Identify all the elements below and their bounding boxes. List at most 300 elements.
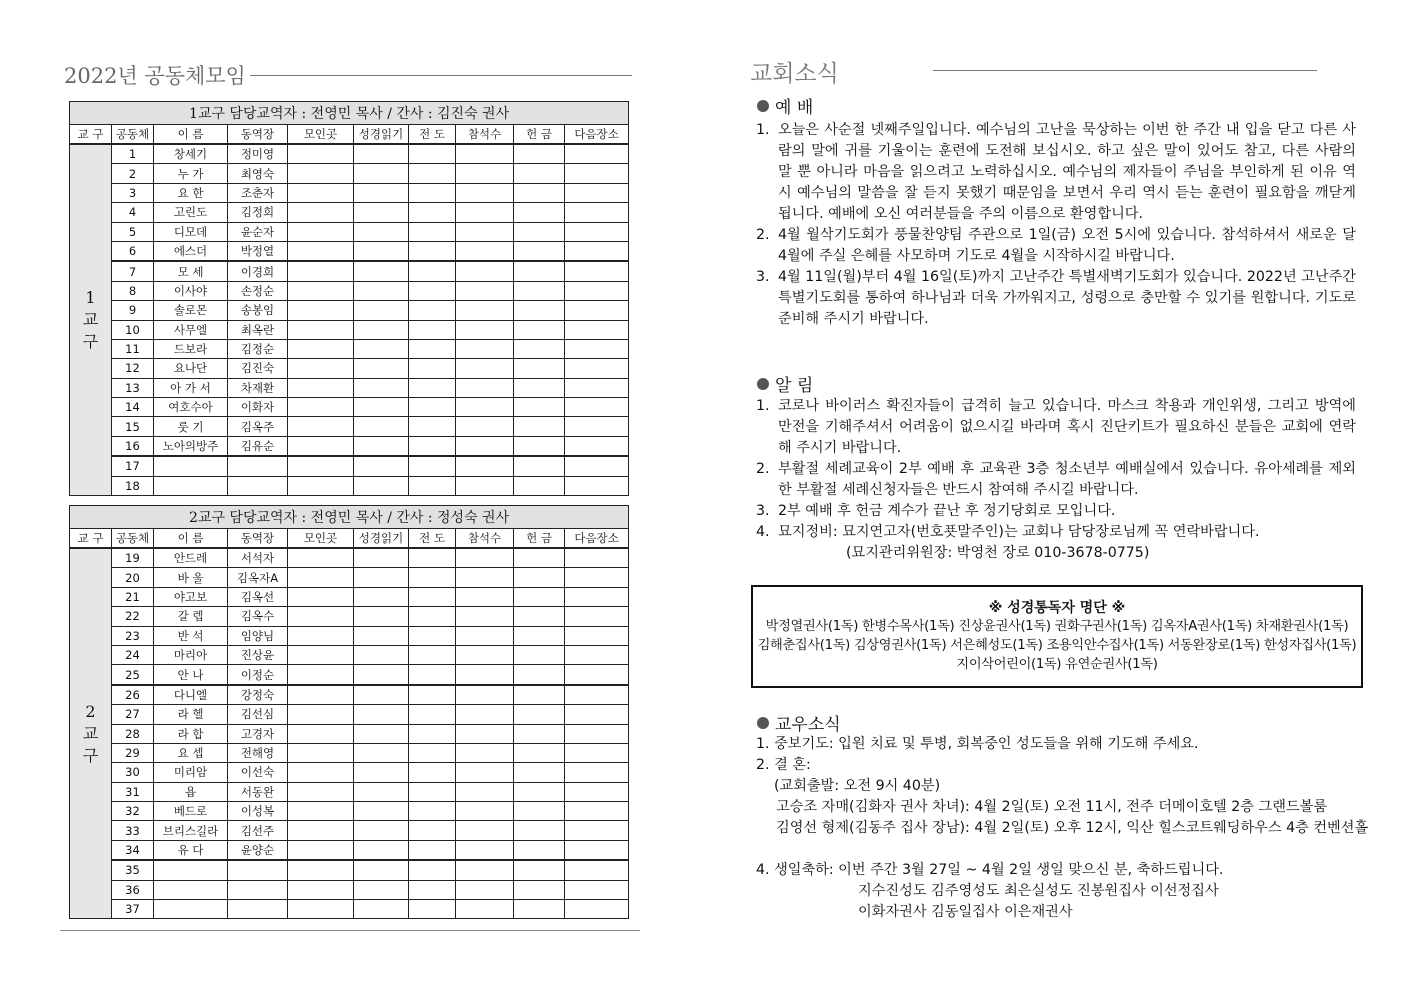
blank-cell (514, 587, 565, 606)
blank-cell (354, 900, 409, 919)
group-number: 1 (112, 144, 154, 164)
list-item: 1. 코로나 바이러스 확진자들이 급격히 늘고 있습니다. 마스크 착용과 개인위생, 그리고 방역에 만전을 기해주셔서 어려움이 없으시길 바라며 혹시 진단키트가 필요하신 분들은 교회에 연락해 주시기 바랍니다. (756, 398, 1356, 456)
table-row (70, 685, 629, 705)
table-row (70, 782, 629, 801)
title-divider (933, 70, 1317, 71)
blank-cell (456, 743, 514, 762)
blank-cell (565, 456, 629, 476)
group-name: 라 합 (154, 724, 228, 743)
blank-cell (409, 705, 456, 724)
blank-cell (288, 900, 354, 919)
blank-cell (565, 743, 629, 762)
group-number: 15 (112, 417, 154, 436)
blank-cell (288, 763, 354, 782)
group-leader: 서동완 (228, 782, 288, 801)
table-row (70, 840, 629, 860)
group-name: 라 헬 (154, 705, 228, 724)
blank-cell (514, 301, 565, 320)
group-name (154, 476, 228, 495)
wedding-line: 김영선 형제(김동주 집사 장남): 4월 2일(토) 오후 12시, 익산 힐스코트웨딩하우스 4층 컨벤션홀 (776, 820, 1369, 836)
group-number: 14 (112, 398, 154, 417)
group-leader (228, 880, 288, 899)
blank-cell (288, 398, 354, 417)
blank-cell (288, 802, 354, 821)
column-header: 참석수 (456, 529, 514, 549)
column-header: 이 름 (154, 125, 228, 145)
group-number: 30 (112, 763, 154, 782)
notice-heading: 알 림 (757, 371, 813, 396)
blank-cell (514, 164, 565, 183)
table-row (70, 821, 629, 840)
blank-cell (456, 222, 514, 241)
bible-reader-box (751, 585, 1363, 688)
blank-cell (456, 724, 514, 743)
group-number: 22 (112, 607, 154, 626)
group-leader (228, 476, 288, 495)
table-row (70, 301, 629, 320)
column-header: 전 도 (409, 125, 456, 145)
blank-cell (354, 203, 409, 222)
blank-cell (354, 880, 409, 899)
blank-cell (456, 548, 514, 568)
cemetery-contact: (묘지관리위원장: 박영천 장로 010-3678-0775) (846, 545, 1150, 561)
blank-cell (288, 456, 354, 476)
blank-cell (409, 626, 456, 645)
blank-cell (565, 607, 629, 626)
group-leader: 송봉임 (228, 301, 288, 320)
blank-cell (565, 840, 629, 860)
blank-cell (456, 164, 514, 183)
blank-cell (565, 860, 629, 880)
blank-cell (288, 685, 354, 705)
blank-cell (514, 320, 565, 339)
blank-cell (456, 339, 514, 358)
bottom-divider (60, 930, 640, 931)
blank-cell (565, 476, 629, 495)
group-name: 브리스길라 (154, 821, 228, 840)
group-leader: 김옥자A (228, 568, 288, 587)
blank-cell (514, 144, 565, 164)
table-row (70, 436, 629, 456)
group-leader: 김선심 (228, 705, 288, 724)
blank-cell (565, 164, 629, 183)
blank-cell (514, 705, 565, 724)
blank-cell (456, 456, 514, 476)
worship-list (756, 120, 1356, 330)
blank-cell (288, 548, 354, 568)
blank-cell (456, 203, 514, 222)
birthday-line: 지수진성도 김주영성도 최은실성도 진봉원집사 이선정집사 (858, 883, 1219, 899)
blank-cell (409, 359, 456, 378)
table-row (70, 456, 629, 476)
blank-cell (409, 743, 456, 762)
group-number: 35 (112, 860, 154, 880)
blank-cell (456, 821, 514, 840)
table-row (70, 645, 629, 664)
group-number: 29 (112, 743, 154, 762)
table-row (70, 724, 629, 743)
blank-cell (514, 359, 565, 378)
column-header: 교 구 (70, 125, 112, 145)
table-row (70, 164, 629, 183)
blank-cell (354, 782, 409, 801)
blank-cell (456, 802, 514, 821)
blank-cell (409, 548, 456, 568)
blank-cell (288, 821, 354, 840)
group-number: 17 (112, 456, 154, 476)
bullet-icon (757, 100, 769, 112)
blank-cell (456, 417, 514, 436)
blank-cell (565, 359, 629, 378)
group-name: 이사야 (154, 281, 228, 300)
blank-cell (565, 548, 629, 568)
blank-cell (409, 378, 456, 397)
blank-cell (456, 607, 514, 626)
blank-cell (514, 548, 565, 568)
blank-cell (565, 261, 629, 281)
group-name: 아 가 서 (154, 378, 228, 397)
table-row (70, 339, 629, 358)
bible-reader-line: 김해춘집사(1독) 김상영권사(1독) 서은혜성도(1독) 조용익안수집사(1독) 서동완장로(1독) 한성자집사(1독) (757, 638, 1357, 653)
blank-cell (456, 568, 514, 587)
blank-cell (288, 301, 354, 320)
blank-cell (409, 261, 456, 281)
table-row (70, 222, 629, 241)
group-number: 34 (112, 840, 154, 860)
column-header: 공동체 (112, 529, 154, 549)
blank-cell (514, 763, 565, 782)
group-number: 12 (112, 359, 154, 378)
blank-cell (354, 568, 409, 587)
group-leader: 김유순 (228, 436, 288, 456)
column-header: 동역장 (228, 529, 288, 549)
list-item: 3. 2부 예배 후 헌금 계수가 끝난 후 정기당회로 모입니다. (756, 503, 1116, 519)
group-number: 9 (112, 301, 154, 320)
blank-cell (565, 724, 629, 743)
blank-cell (456, 900, 514, 919)
group-name: 욥 (154, 782, 228, 801)
group-number: 26 (112, 685, 154, 705)
group-number: 31 (112, 782, 154, 801)
blank-cell (565, 568, 629, 587)
members-heading: 교우소식 (757, 710, 841, 735)
blank-cell (354, 456, 409, 476)
group-number: 10 (112, 320, 154, 339)
blank-cell (409, 144, 456, 164)
list-item: 1. 오늘은 사순절 넷째주일입니다. 예수님의 고난을 묵상하는 이번 한 주간 내 입을 닫고 다른 사람의 말에 귀를 기울이는 훈련에 도전해 보십시오. 하고 싶은 말이 있어도 참고, 다른 사람의 말 뿐 아니라 마음을 읽으려고 노력하십시오. 예수님의 제자들이 주님을 부인하게 된 이유 역시 예수님의 말씀을 잘 듣지 못했기 때문임을 보면서 우리 역시 듣는 훈련이 필요함을 깨닫게 됩니다. 예배에 오신 여러분들을 주의 이름으로 환영합니다. (756, 122, 1356, 222)
blank-cell (456, 645, 514, 664)
list-item: 4. 묘지정비: 묘지연고자(번호푯말주인)는 교회나 담당장로님께 꼭 연락바랍니다. (756, 524, 1260, 540)
table-row (70, 398, 629, 417)
left-page-title: 2022년 공동체모임 (64, 64, 246, 88)
blank-cell (514, 241, 565, 261)
blank-cell (354, 724, 409, 743)
blank-cell (565, 222, 629, 241)
blank-cell (565, 782, 629, 801)
column-header: 모인곳 (288, 125, 354, 145)
table-row (70, 587, 629, 606)
blank-cell (456, 301, 514, 320)
table-row (70, 860, 629, 880)
blank-cell (354, 665, 409, 685)
blank-cell (409, 417, 456, 436)
blank-cell (354, 860, 409, 880)
group-number: 28 (112, 724, 154, 743)
blank-cell (456, 665, 514, 685)
group-leader: 김옥주 (228, 417, 288, 436)
group-leader (228, 456, 288, 476)
group-leader (228, 900, 288, 919)
blank-cell (354, 144, 409, 164)
column-header: 이 름 (154, 529, 228, 549)
blank-cell (354, 587, 409, 606)
blank-cell (409, 900, 456, 919)
blank-cell (565, 665, 629, 685)
group-number: 33 (112, 821, 154, 840)
blank-cell (409, 840, 456, 860)
blank-cell (514, 821, 565, 840)
list-item: 2. 결 혼: (756, 757, 811, 773)
members-list (756, 734, 1369, 923)
group-leader: 박정열 (228, 241, 288, 261)
blank-cell (354, 378, 409, 397)
district2-table (69, 505, 629, 919)
group-leader: 이성복 (228, 802, 288, 821)
column-header: 동역장 (228, 125, 288, 145)
blank-cell (514, 568, 565, 587)
notice-list (756, 396, 1356, 564)
group-leader: 차재환 (228, 378, 288, 397)
blank-cell (409, 645, 456, 664)
blank-cell (409, 339, 456, 358)
blank-cell (288, 359, 354, 378)
group-name: 여호수아 (154, 398, 228, 417)
blank-cell (514, 183, 565, 202)
group-leader: 손정순 (228, 281, 288, 300)
blank-cell (288, 626, 354, 645)
column-header: 공동체 (112, 125, 154, 145)
group-number: 36 (112, 880, 154, 899)
blank-cell (354, 398, 409, 417)
group-name: 창세기 (154, 144, 228, 164)
group-leader: 최영숙 (228, 164, 288, 183)
list-item: 3. 4월 11일(월)부터 4월 16일(토)까지 고난주간 특별새벽기도회가 있습니다. 2022년 고난주간 특별기도회를 통하여 하나님과 더욱 가까워지고, 성령으로 충만할 수 있기를 원합니다. 기도로 준비해 주시기 바랍니다. (756, 269, 1356, 327)
table-row (70, 626, 629, 645)
blank-cell (565, 339, 629, 358)
district1-table (69, 101, 629, 496)
table-row (70, 320, 629, 339)
blank-cell (565, 281, 629, 300)
blank-cell (456, 880, 514, 899)
blank-cell (409, 607, 456, 626)
blank-cell (565, 645, 629, 664)
blank-cell (514, 222, 565, 241)
group-number: 32 (112, 802, 154, 821)
group-name: 모 세 (154, 261, 228, 281)
blank-cell (354, 183, 409, 202)
blank-cell (409, 587, 456, 606)
blank-cell (565, 436, 629, 456)
blank-cell (456, 320, 514, 339)
district-title: 2교구 담당교역자 : 전영민 목사 / 간사 : 정성숙 권사 (70, 506, 629, 529)
blank-cell (354, 821, 409, 840)
title-divider (250, 75, 632, 76)
table-row (70, 705, 629, 724)
blank-cell (565, 821, 629, 840)
group-number: 2 (112, 164, 154, 183)
blank-cell (456, 378, 514, 397)
list-item: 1. 중보기도: 입원 치료 및 투병, 회복중인 성도들을 위해 기도해 주세요. (756, 736, 1199, 752)
blank-cell (288, 320, 354, 339)
worship-heading: 예 배 (757, 93, 813, 118)
blank-cell (409, 398, 456, 417)
blank-cell (456, 626, 514, 645)
blank-cell (288, 724, 354, 743)
blank-cell (354, 763, 409, 782)
bible-reader-title: ※ 성경통독자 명단 ※ (988, 600, 1126, 616)
blank-cell (354, 626, 409, 645)
blank-cell (354, 645, 409, 664)
blank-cell (288, 705, 354, 724)
group-number: 11 (112, 339, 154, 358)
wedding-line: 고승조 자매(김화자 권사 차녀): 4월 2일(토) 오전 11시, 전주 더메이호텔 2층 그랜드볼룸 (776, 799, 1328, 815)
group-leader: 윤순자 (228, 222, 288, 241)
group-name: 누 가 (154, 164, 228, 183)
column-header: 참석수 (456, 125, 514, 145)
group-name: 마리아 (154, 645, 228, 664)
column-header: 교 구 (70, 529, 112, 549)
blank-cell (565, 301, 629, 320)
blank-cell (456, 398, 514, 417)
blank-cell (409, 763, 456, 782)
blank-cell (409, 164, 456, 183)
blank-cell (409, 320, 456, 339)
group-name: 유 다 (154, 840, 228, 860)
table-row (70, 802, 629, 821)
blank-cell (288, 607, 354, 626)
blank-cell (514, 802, 565, 821)
blank-cell (354, 164, 409, 183)
blank-cell (514, 645, 565, 664)
group-name (154, 860, 228, 880)
group-number: 5 (112, 222, 154, 241)
column-header: 모인곳 (288, 529, 354, 549)
blank-cell (354, 436, 409, 456)
blank-cell (456, 763, 514, 782)
blank-cell (288, 665, 354, 685)
blank-cell (354, 222, 409, 241)
blank-cell (456, 241, 514, 261)
table-row (70, 476, 629, 495)
blank-cell (288, 183, 354, 202)
blank-cell (288, 645, 354, 664)
blank-cell (456, 705, 514, 724)
column-header: 성경읽기 (354, 125, 409, 145)
blank-cell (354, 241, 409, 261)
blank-cell (354, 339, 409, 358)
group-number: 21 (112, 587, 154, 606)
table-row (70, 281, 629, 300)
blank-cell (288, 860, 354, 880)
group-leader: 김정희 (228, 203, 288, 222)
group-name: 사무엘 (154, 320, 228, 339)
group-name: 바 울 (154, 568, 228, 587)
blank-cell (288, 378, 354, 397)
blank-cell (288, 281, 354, 300)
column-header: 헌 금 (514, 529, 565, 549)
group-number: 25 (112, 665, 154, 685)
blank-cell (409, 880, 456, 899)
blank-cell (514, 456, 565, 476)
group-name: 다니엘 (154, 685, 228, 705)
table-row (70, 144, 629, 164)
blank-cell (565, 398, 629, 417)
blank-cell (409, 665, 456, 685)
blank-cell (456, 685, 514, 705)
table-row (70, 261, 629, 281)
group-name: 노아의방주 (154, 436, 228, 456)
blank-cell (354, 281, 409, 300)
blank-cell (514, 626, 565, 645)
group-leader: 김옥수 (228, 607, 288, 626)
blank-cell (288, 587, 354, 606)
blank-cell (565, 320, 629, 339)
group-name: 야고보 (154, 587, 228, 606)
group-leader: 이화자 (228, 398, 288, 417)
list-item: 4. 생일축하: 이번 주간 3월 27일 ~ 4월 2일 생일 맞으신 분, 축하드립니다. (756, 862, 1224, 878)
group-number: 20 (112, 568, 154, 587)
blank-cell (514, 378, 565, 397)
blank-cell (565, 900, 629, 919)
group-name: 반 석 (154, 626, 228, 645)
blank-cell (456, 587, 514, 606)
bible-reader-line: 박정열권사(1독) 한병수목사(1독) 진상윤권사(1독) 권화구권사(1독) 김옥자A권사(1독) 차재환권사(1독) (765, 619, 1349, 634)
blank-cell (514, 261, 565, 281)
blank-cell (409, 782, 456, 801)
blank-cell (409, 222, 456, 241)
blank-cell (514, 880, 565, 899)
blank-cell (456, 261, 514, 281)
blank-cell (409, 301, 456, 320)
blank-cell (565, 183, 629, 202)
blank-cell (514, 840, 565, 860)
group-name: 솔로몬 (154, 301, 228, 320)
blank-cell (409, 685, 456, 705)
table-row (70, 359, 629, 378)
blank-cell (456, 281, 514, 300)
blank-cell (354, 685, 409, 705)
group-name: 갈 렙 (154, 607, 228, 626)
blank-cell (409, 203, 456, 222)
blank-cell (514, 476, 565, 495)
blank-cell (565, 378, 629, 397)
bible-reader-line: 지이삭어린이(1독) 유연순권사(1독) (956, 657, 1158, 672)
blank-cell (354, 705, 409, 724)
blank-cell (409, 436, 456, 456)
right-page-title: 교회소식 (750, 61, 839, 87)
group-number: 23 (112, 626, 154, 645)
group-name: 요 셉 (154, 743, 228, 762)
blank-cell (565, 763, 629, 782)
blank-cell (514, 281, 565, 300)
blank-cell (565, 880, 629, 899)
group-name: 디모데 (154, 222, 228, 241)
group-number: 4 (112, 203, 154, 222)
group-number: 27 (112, 705, 154, 724)
district-label: 2교구 (70, 548, 112, 919)
blank-cell (565, 203, 629, 222)
column-header: 성경읽기 (354, 529, 409, 549)
